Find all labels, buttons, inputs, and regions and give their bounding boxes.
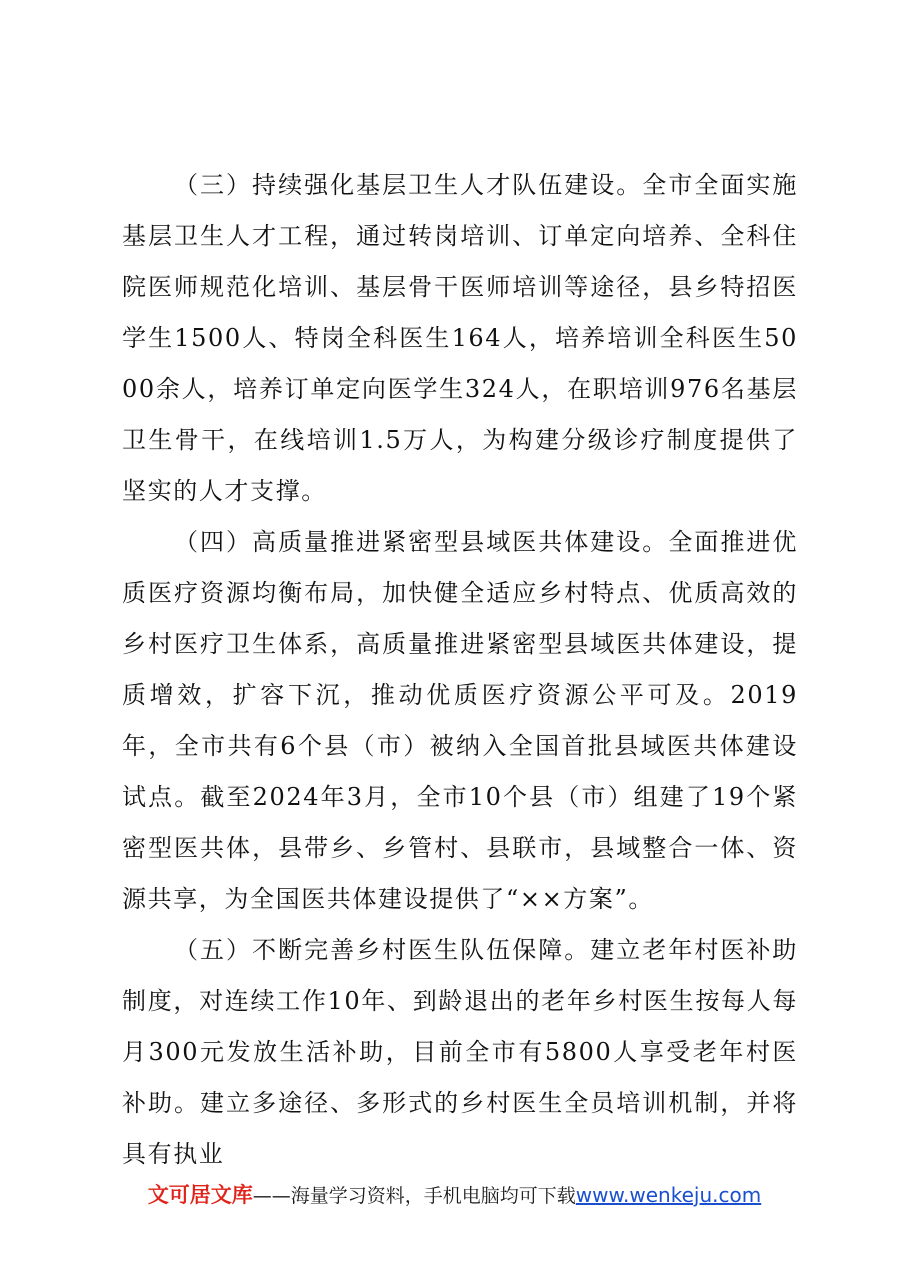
section-heading-4: （四）高质量推进紧密型县域医共体建设。 — [174, 528, 669, 556]
paragraph-text-3: 全市全面实施基层卫生人才工程，通过转岗培训、订单定向培养、全科住院医师规范化培训、基层骨干医师培训等途径，县乡特招医学生1500人、特岗全科医生164人，培养培训全科医生5000余人，培养订单定向医学生324人，在职培训976名基层卫生骨干，在线培训1.5万人，为构建分级诊疗制度提供了坚实的人才支撑。 — [122, 171, 798, 505]
paragraph-talent-team — [122, 160, 798, 517]
footer-tagline: ——海量学习资料，手机电脑均可下载 — [252, 1185, 576, 1207]
paragraph-text-4: 全面推进优质医疗资源均衡布局，加快健全适应乡村特点、优质高效的乡村医疗卫生体系，高质量推进紧密型县域医共体建设，提质增效，扩容下沉，推动优质医疗资源公平可及。2019年，全市共有6个县（市）被纳入全国首批县域医共体建设试点。截至2024年3月，全市10个县（市）组建了19个紧密型医共体，县带乡、乡管村、县联市，县域整合一体、资源共享，为全国医共体建设提供了“××方案”。 — [122, 528, 798, 913]
section-heading-3: （三）持续强化基层卫生人才队伍建设。 — [174, 171, 643, 199]
paragraph-text-5: 建立老年村医补助制度，对连续工作10年、到龄退出的老年乡村医生按每人每月300元发放生活补助，目前全市有5800人享受老年村医补助。建立多途径、多形式的乡村医生全员培训机制，并将具有执业 — [122, 936, 798, 1168]
brand-name: 文可居文库 — [147, 1183, 253, 1207]
section-heading-5: （五）不断完善乡村医生队伍保障。 — [174, 936, 591, 964]
document-body — [122, 160, 798, 1180]
site-link[interactable]: www.wenkeju.com — [575, 1183, 762, 1207]
paragraph-village-doctors — [122, 925, 798, 1180]
paragraph-county-medical-community — [122, 517, 798, 925]
footer-banner — [0, 1181, 909, 1210]
